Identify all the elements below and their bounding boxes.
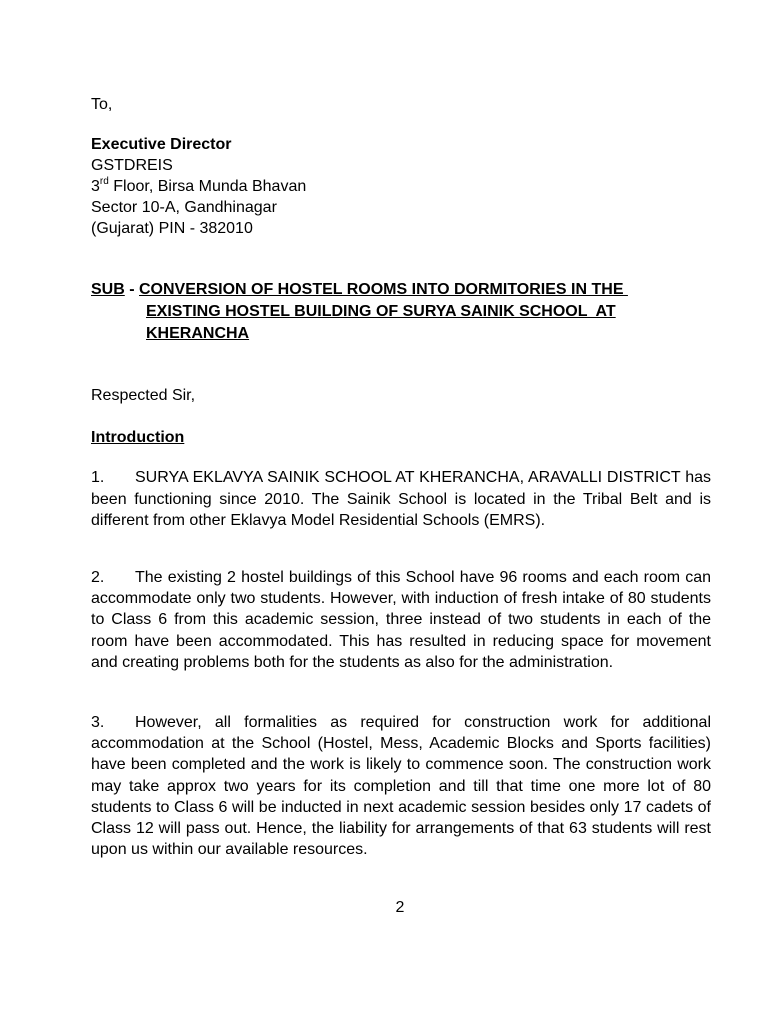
paragraph-1 [91,467,711,532]
subject-line-3 [91,323,711,345]
section-heading [91,427,711,448]
recipient-address [91,134,711,239]
page-number-text: 2 [395,899,405,916]
greeting-text: Respected Sir, [91,387,196,404]
paragraph-1-number: 1. [91,469,105,486]
paragraph-3-text: However, all formalities as required for construction work for additional accommodation at the School (Hostel, Mess, Academic Blocks and Sports facilities) have been completed and the work is likely to commence soon. The construction work may take approx two years for its completion and till that time one more lot of 80 students to Class 6 will be inducted in next academic session besides only 17 cadets of Class 12 will pass out. Hence, the liability for arrangements of that 63 students will rest upon us within our available resources. [91,714,711,859]
page-number [0,897,768,918]
floor-suffix: rd [99,175,109,187]
paragraph-1-text: SURYA EKLAVYA SAINIK SCHOOL AT KHERANCHA, ARAVALLI DISTRICT has been functioning since 2010. The Sainik School is located in the Tribal Belt and is different from other Eklavya Model Residential Schools (EMRS). [91,469,711,529]
recipient-state-pin: (Gujarat) PIN - 382010 [91,220,253,237]
subject-separator: - [124,281,139,298]
subject-text-2: EXISTING HOSTEL BUILDING OF SURYA SAINIK SCHOOL AT [146,303,616,320]
subject-text-3: KHERANCHA [146,325,250,342]
greeting [91,385,711,406]
paragraph-2 [91,567,711,673]
subject-text-1: CONVERSION OF HOSTEL ROOMS INTO DORMITORIES IN THE [139,281,628,298]
recipient-org: GSTDREIS [91,157,173,174]
paragraph-3-number: 3. [91,714,105,731]
recipient-floor [91,176,711,197]
recipient-title: Executive Director [91,136,232,153]
subject-block [91,279,711,345]
recipient-sector: Sector 10-A, Gandhinagar [91,199,277,216]
subject-label: SUB [91,281,125,298]
floor-number: 3 [91,178,100,195]
paragraph-2-number: 2. [91,569,105,586]
subject-line-2 [91,301,711,323]
salutation-to: To, [91,96,113,113]
subject-line-1 [91,279,711,301]
paragraph-3 [91,712,711,860]
section-heading-text: Introduction [91,429,185,446]
floor-rest: Floor, Birsa Munda Bhavan [108,178,307,195]
to-line [91,94,711,115]
paragraph-2-text: The existing 2 hostel buildings of this School have 96 rooms and each room can accommodate only two students. However, with induction of fresh intake of 80 students to Class 6 from this academic session, three instead of two students in each of the room have been accommodated. This has resulted in reducing space for movement and creating problems both for the students as also for the administration. [91,569,711,671]
